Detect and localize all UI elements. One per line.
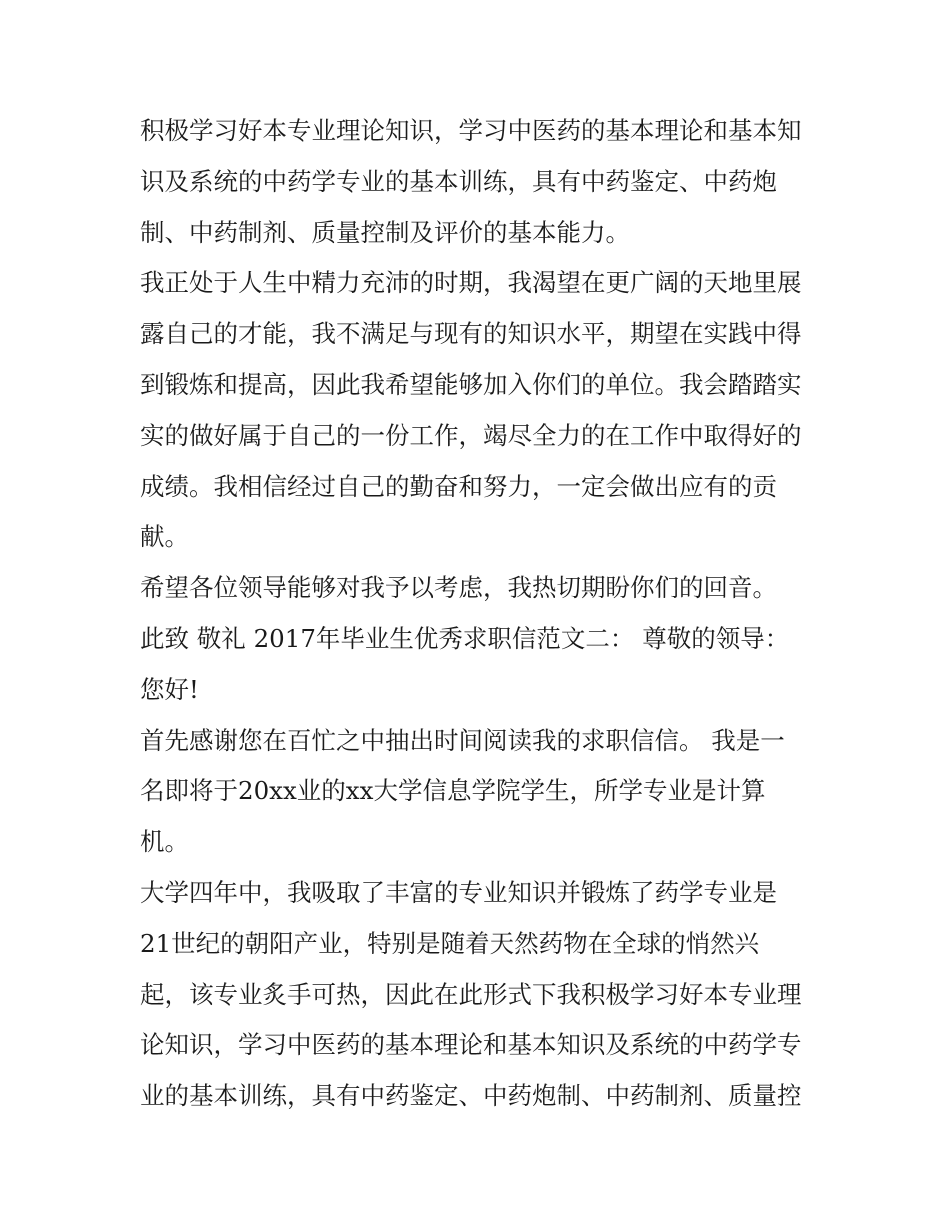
text-line: 首先感谢您在百忙之中抽出时间阅读我的求职信信。 我是一 (140, 725, 785, 755)
text-line: 21世纪的朝阳产业，特别是随着天然药物在全球的悄然兴 (140, 928, 760, 958)
text-line: 到锻炼和提高，因此我希望能够加入你们的单位。我会踏踏实 (140, 369, 802, 399)
text-line: 论知识，学习中医药的基本理论和基本知识及系统的中药学专 (140, 1030, 802, 1060)
text-line: 制、中药制剂、质量控制及评价的基本能力。 (140, 217, 630, 247)
text-line: 实的做好属于自己的一份工作，竭尽全力的在工作中取得好的 (140, 420, 802, 450)
text-line: 大学四年中，我吸取了丰富的专业知识并锻炼了药学专业是 (140, 877, 777, 907)
text-line: 成绩。我相信经过自己的勤奋和努力，一定会做出应有的贡 (140, 471, 777, 501)
text-line: 我正处于人生中精力充沛的时期，我渴望在更广阔的天地里展 (140, 268, 802, 298)
text-line: 此致 敬礼 2017年毕业生优秀求职信范文二： 尊敬的领导： (140, 623, 790, 653)
text-line: 您好! (140, 674, 199, 704)
text-line: 业的基本训练，具有中药鉴定、中药炮制、中药制剂、质量控 (140, 1081, 802, 1111)
text-line: 露自己的才能，我不满足与现有的知识水平，期望在实践中得 (140, 319, 802, 349)
text-line: 起，该专业炙手可热，因此在此形式下我积极学习好本专业理 (140, 979, 802, 1009)
text-line: 名即将于20xx业的xx大学信息学院学生，所学专业是计算 (140, 776, 766, 806)
text-line: 希望各位领导能够对我予以考虑，我热切期盼你们的回音。 (140, 573, 777, 603)
document-body (140, 106, 820, 1122)
text-line: 识及系统的中药学专业的基本训练，具有中药鉴定、中药炮 (140, 166, 777, 196)
text-line: 机。 (140, 827, 189, 857)
text-line: 积极学习好本专业理论知识，学习中医药的基本理论和基本知 (140, 116, 802, 145)
text-line: 献。 (140, 522, 189, 552)
